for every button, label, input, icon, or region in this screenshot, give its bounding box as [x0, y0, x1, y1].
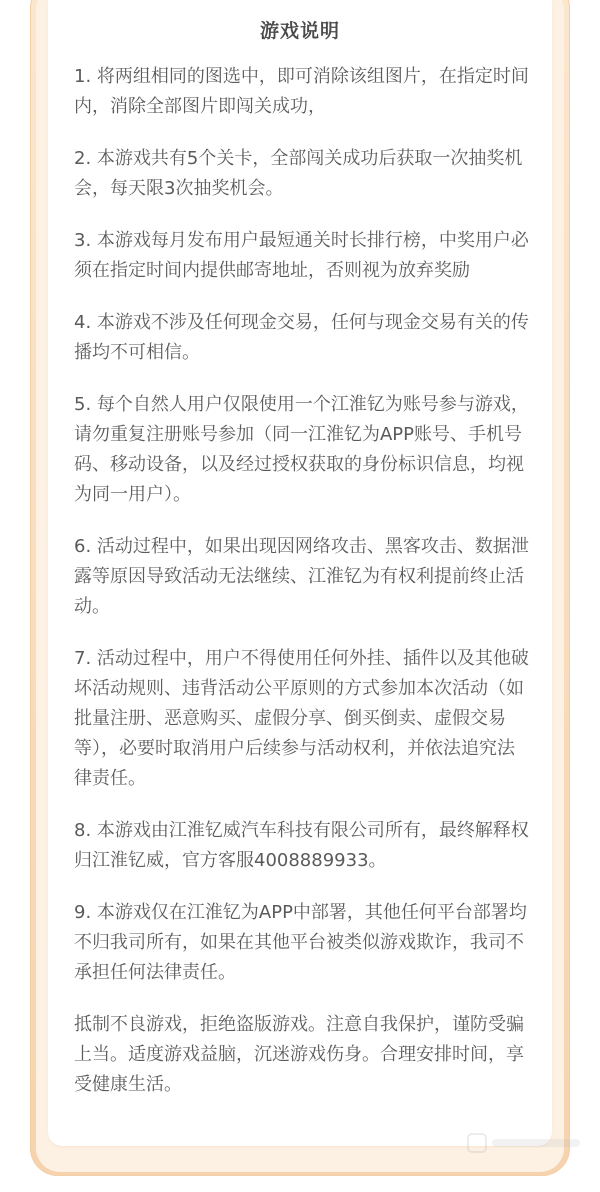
rule-item-7: 7. 活动过程中，用户不得使用任何外挂、插件以及其他破坏活动规则、违背活动公平原则的方式参加本次活动（如批量注册、恶意购买、虚假分享、倒买倒卖、虚假交易等），必要时取消用户后续参与活动权利，并依法追究法律责任。: [74, 648, 529, 789]
rule-item-5: 5. 每个自然人用户仅限使用一个江淮钇为账号参与游戏，请勿重复注册账号参加（同一江淮钇为APP账号、手机号码、移动设备，以及经过授权获取的身份标识信息，均视为同一用户）。: [74, 394, 529, 505]
rules-card: [48, 0, 552, 1146]
rule-item-3: 3. 本游戏每月发布用户最短通关时长排行榜，中奖用户必须在指定时间内提供邮寄地址，否则视为放弃奖励: [74, 230, 529, 281]
rule-item-4: 4. 本游戏不涉及任何现金交易，任何与现金交易有关的传播均不可相信。: [74, 312, 529, 363]
rule-item-2: 2. 本游戏共有5个关卡，全部闯关成功后获取一次抽奖机会，每天限3次抽奖机会。: [74, 148, 523, 199]
page-title: 游戏说明: [259, 20, 340, 42]
watermark-logo: [466, 1130, 586, 1156]
rule-item-8: 8. 本游戏由江淮钇威汽车科技有限公司所有，最终解释权归江淮钇威，官方客服4008889933。: [74, 820, 529, 871]
health-notice: 抵制不良游戏，拒绝盗版游戏。注意自我保护，谨防受骗上当。适度游戏益脑，沉迷游戏伤身。合理安排时间，享受健康生活。: [74, 1014, 524, 1095]
rules-list: [74, 62, 532, 1122]
rule-item-1: 1. 将两组相同的图选中，即可消除该组图片，在指定时间内，消除全部图片即闯关成功，: [74, 66, 529, 117]
rule-item-9: 9. 本游戏仅在江淮钇为APP中部署，其他任何平台部署均不归我司所有，如果在其他平台被类似游戏欺诈，我司不承担任何法律责任。: [74, 902, 527, 983]
rule-item-6: 6. 活动过程中，如果出现因网络攻击、黑客攻击、数据泄露等原因导致活动无法继续、江淮钇为有权利提前终止活动。: [74, 536, 529, 617]
